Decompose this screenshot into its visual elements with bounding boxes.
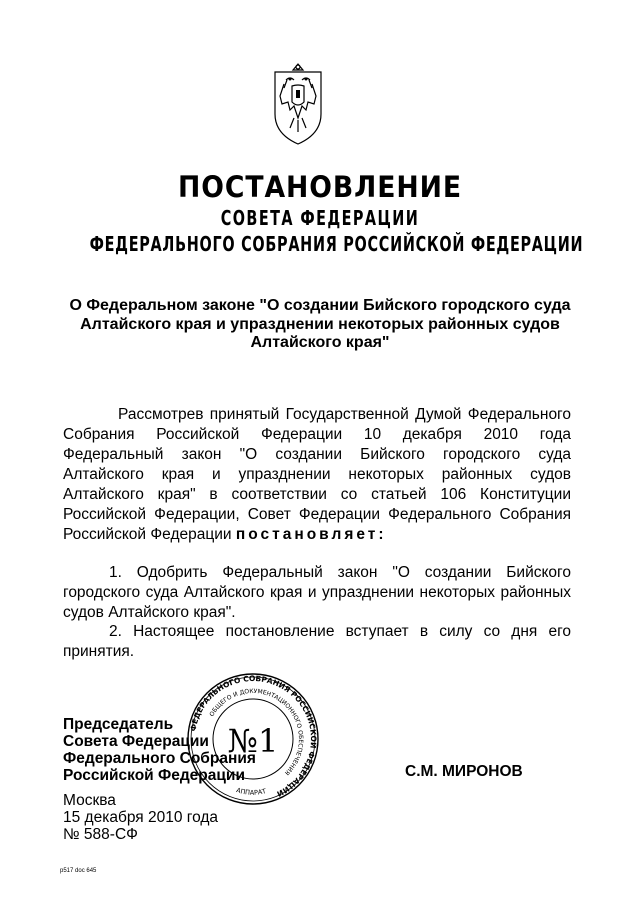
issue-date: 15 декабря 2010 года <box>63 809 219 826</box>
document-subtitle-council: СОВЕТА ФЕДЕРАЦИИ <box>220 206 420 230</box>
resolution-item-2: 2. Настоящее постановление вступает в силу со дня его принятия. <box>63 623 571 660</box>
signature-line-2: Совета Федерации <box>63 733 209 750</box>
stamp-inner-text: ОБЩЕГО И ДОКУМЕНТАЦИОННОГО ОБЕСПЕЧЕНИЯ <box>208 687 305 777</box>
issue-place: Москва <box>63 792 116 809</box>
preamble-text: Рассмотрев принятый Государственной Думой Федерального Собрания Российской Федерации 10 декабря 2010 года Федеральный закон "О создании Бийского городского суда Алтайского края и упразднении некоторых районных судов Алтайского края" в соответствии со статьей 106 Конституции Российской Федерации, Совет Федерации Федерального Собрания Российской Федерации <box>63 406 571 543</box>
signer-name: С.М. МИРОНОВ <box>405 763 523 780</box>
signature-line-3: Федерального Собрания <box>63 750 256 767</box>
stamp-number: №1 <box>227 722 279 760</box>
resolves-keyword: постановляет: <box>235 526 387 543</box>
document-subtitle-assembly: ФЕДЕРАЛЬНОГО СОБРАНИЯ РОССИЙСКОЙ ФЕДЕРАЦИИ <box>89 232 584 256</box>
issue-number: № 588-СФ <box>63 826 138 843</box>
stamp-outer-text: ФЕДЕРАЛЬНОГО СОБРАНИЯ РОССИЙСКОЙ ФЕДЕРАЦИИ <box>188 673 319 799</box>
document-title: ПОСТАНОВЛЕНИЕ <box>177 170 463 204</box>
svg-text:АППАРАТ <box>235 786 267 797</box>
preamble-paragraph <box>63 405 571 545</box>
document-subject: О Федеральном законе "О создании Бийского городского суда Алтайского края и упразднении некоторых районных судов Алтайского края" <box>69 297 571 351</box>
issue-details <box>63 792 218 843</box>
signature-line-1: Председатель <box>63 716 174 733</box>
resolution-item-1: 1. Одобрить Федеральный закон "О создании Бийского городского суда Алтайского края и упразднении некоторых районных судов Алтайского края". <box>63 564 571 621</box>
coat-of-arms-icon <box>272 62 324 146</box>
document-code: p517 doc 645 <box>60 868 97 874</box>
signature-line-4: Российской Федерации <box>63 767 245 784</box>
stamp-bottom-text: АППАРАТ <box>235 786 267 797</box>
signature-block <box>63 716 256 784</box>
